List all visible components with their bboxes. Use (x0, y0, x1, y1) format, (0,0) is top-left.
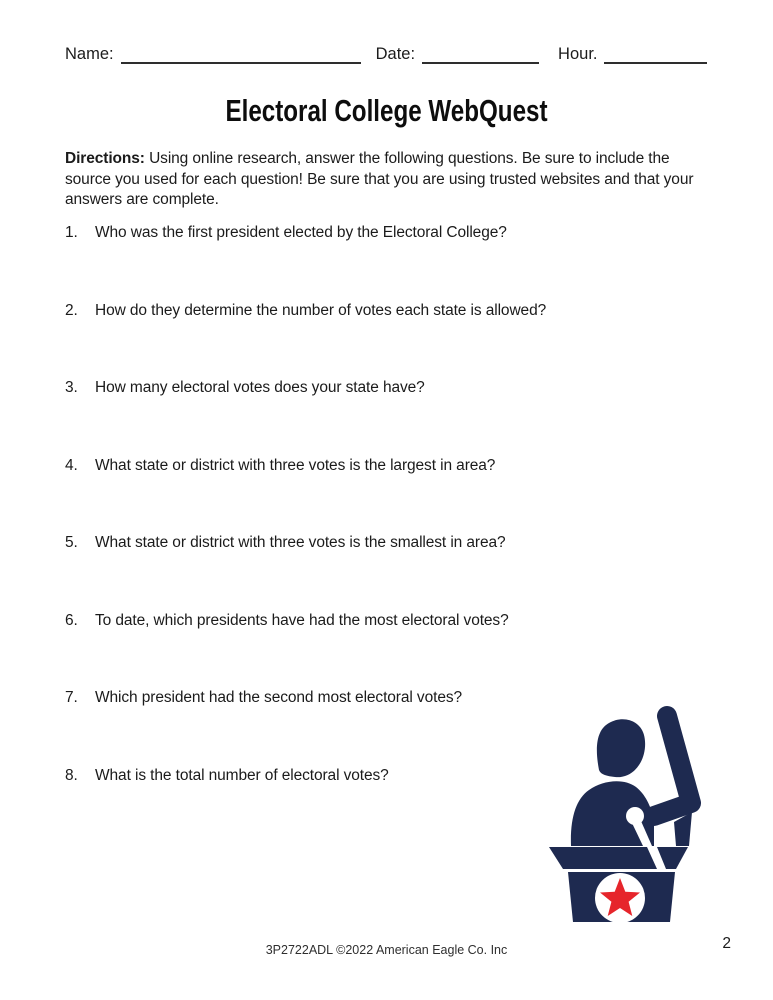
directions-paragraph (65, 149, 720, 211)
directions-line: Using online research, answer the following questions. Be sure to include the (149, 150, 670, 167)
question-item (65, 532, 720, 554)
question-item (65, 300, 720, 322)
question-text: Who was the first president elected by the Electoral College? (95, 224, 507, 241)
directions-line: source you used for each question! Be sure that you are using trusted websites and that your (65, 170, 694, 188)
question-number: 4. (65, 456, 78, 474)
podium-speaker-illustration (540, 700, 710, 930)
directions-line: answers are complete. (65, 191, 219, 208)
question-text: How many electoral votes does your state have? (95, 379, 425, 396)
question-number: 1. (65, 224, 78, 241)
question-item (65, 377, 720, 399)
question-text: What state or district with three votes is the smallest in area? (95, 534, 506, 551)
podium-desk (549, 847, 688, 869)
footer-copyright: 3P2722ADL ©2022 American Eagle Co. Inc (265, 943, 508, 957)
question-number: 3. (65, 379, 78, 396)
question-number: 8. (65, 766, 78, 784)
question-item (65, 610, 720, 632)
date-label: Date: (375, 45, 416, 63)
question-number: 6. (65, 611, 78, 629)
question-text: To date, which presidents have had the most electoral votes? (95, 611, 509, 629)
question-item (65, 222, 720, 244)
date-blank-line[interactable] (422, 46, 539, 64)
question-text: How do they determine the number of votes each state is allowed? (95, 301, 547, 319)
question-number: 7. (65, 689, 78, 706)
name-label: Name: (65, 45, 114, 63)
name-blank-line[interactable] (121, 46, 361, 64)
question-text: What state or district with three votes is the largest in area? (95, 456, 496, 474)
question-number: 5. (65, 534, 78, 551)
question-number: 2. (65, 301, 78, 319)
question-text: What is the total number of electoral votes? (95, 766, 389, 784)
directions-label: Directions: (65, 150, 145, 167)
speaker-head (597, 719, 645, 777)
question-item (65, 455, 720, 477)
question-text: Which president had the second most electoral votes? (95, 689, 463, 706)
header-fill-in-row (65, 44, 707, 64)
page-title: Electoral College WebQuest (225, 93, 548, 128)
page-number: 2 (722, 935, 731, 952)
hour-blank-line[interactable] (604, 46, 707, 64)
speaker-raised-arm (654, 716, 691, 816)
hour-label: Hour. (558, 45, 598, 63)
